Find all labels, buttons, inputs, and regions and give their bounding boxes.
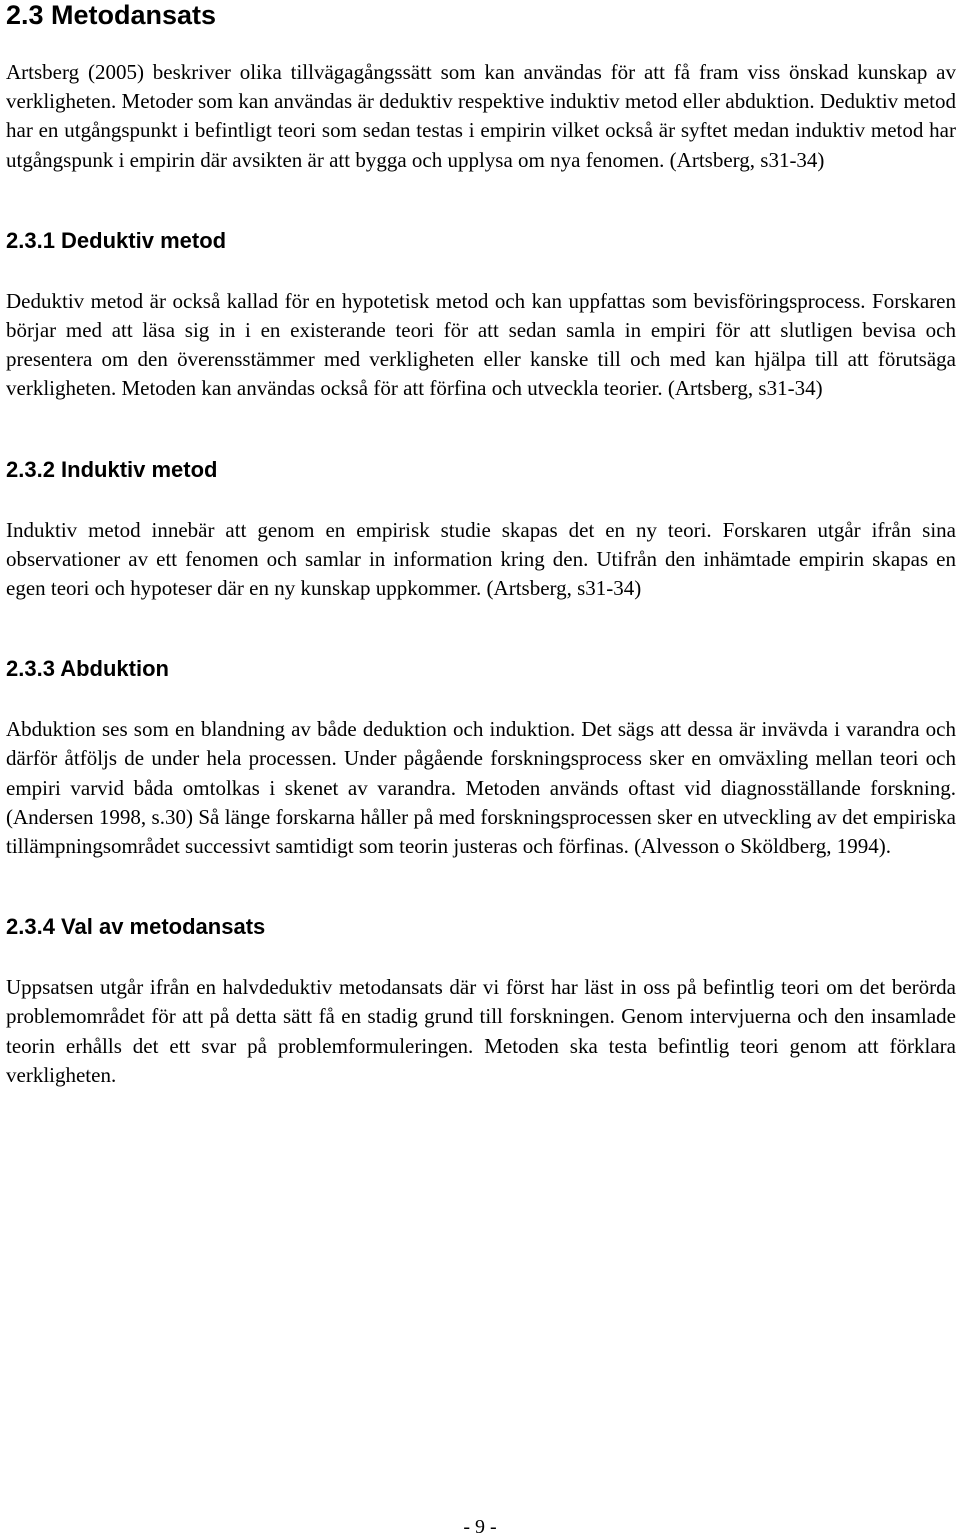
page-number: - 9 - — [463, 1516, 497, 1538]
spacer — [6, 254, 956, 287]
subsection-heading-deduktiv: 2.3.1 Deduktiv metod — [6, 227, 227, 253]
section-heading: 2.3 Metodansats — [6, 0, 217, 30]
subsection-paragraph-induktiv: Induktiv metod innebär att genom en empirisk studie skapas det en ny teori. Forskaren utgår ifrån sina observationer av ett fenomen och samlar in information kring den. Utifrån den inhämtade empirin skapas en egen teori och hypoteser där en ny kunskap uppkommer. (Artsberg, s31-34) — [6, 517, 956, 601]
spacer — [6, 682, 956, 715]
document-page — [6, 0, 956, 1090]
spacer — [6, 175, 956, 228]
section-paragraph: Artsberg (2005) beskriver olika tillvägagångssätt som kan användas för att få fram viss önskad kunskap av verkligheten. Metoder som kan användas är deduktiv respektive induktiv metod eller abduktion. Deduktiv metod har en utgångspunkt i befintligt teori som sedan testas i empirin vilket också är syftet medan induktiv metod har utgångspunk i empirin där avsikten är att bygga och upplysa om nya fenomen. (Artsberg, s31-34) — [6, 60, 956, 172]
subsection-heading-induktiv: 2.3.2 Induktiv metod — [6, 456, 218, 482]
subsection-paragraph-abduktion: Abduktion ses som en blandning av både deduktion och induktion. Det sägs att dessa är invävda i varandra och därför åtföljs de under hela processen. Under pågående forskningsprocess sker en omväxling mellan teori och empiri varvid båda omtolkas i skenet av varandra. Metoden används oftast vid diagnosställande forskning. (Andersen 1998, s.30) Så länge forskarna håller på med forskningsprocessen sker en utveckling av det empiriska tillämpningsområdet successivt samtidigt som teorin justeras och förfinas. (Alvesson o Sköldberg, 1994). — [6, 717, 956, 859]
spacer — [6, 404, 956, 457]
subsection-heading-val-av-metodansats: 2.3.4 Val av metodansats — [6, 914, 266, 940]
subsection-heading-abduktion: 2.3.3 Abduktion — [6, 656, 169, 682]
spacer — [6, 940, 956, 973]
subsection-paragraph-val-av-metodansats: Uppsatsen utgår ifrån en halvdeduktiv metodansats där vi först har läst in oss på befintlig teori om det berörda problemområdet för att på detta sätt få en stadig grund till forskningen. Genom intervjuerna och den insamlade teorin erhålls det ett svar på problemformuleringen. Metoden ska testa befintlig teori genom att förklara verkligheten. — [6, 975, 956, 1087]
subsection-paragraph-deduktiv: Deduktiv metod är också kallad för en hypotetisk metod och kan uppfattas som bevisföringsprocess. Forskaren börjar med att läsa sig in i en existerande teori för att sedan samla in empiri för att slutligen bevisa och presentera om den överensstämmer med verkligheten eller kanske till och med kan hjälpa till att förutsäga verkligheten. Metoden kan användas också för att förfina och utveckla teorier. (Artsberg, s31-34) — [6, 288, 956, 401]
spacer — [6, 603, 956, 656]
spacer — [6, 861, 956, 914]
spacer — [6, 483, 956, 516]
